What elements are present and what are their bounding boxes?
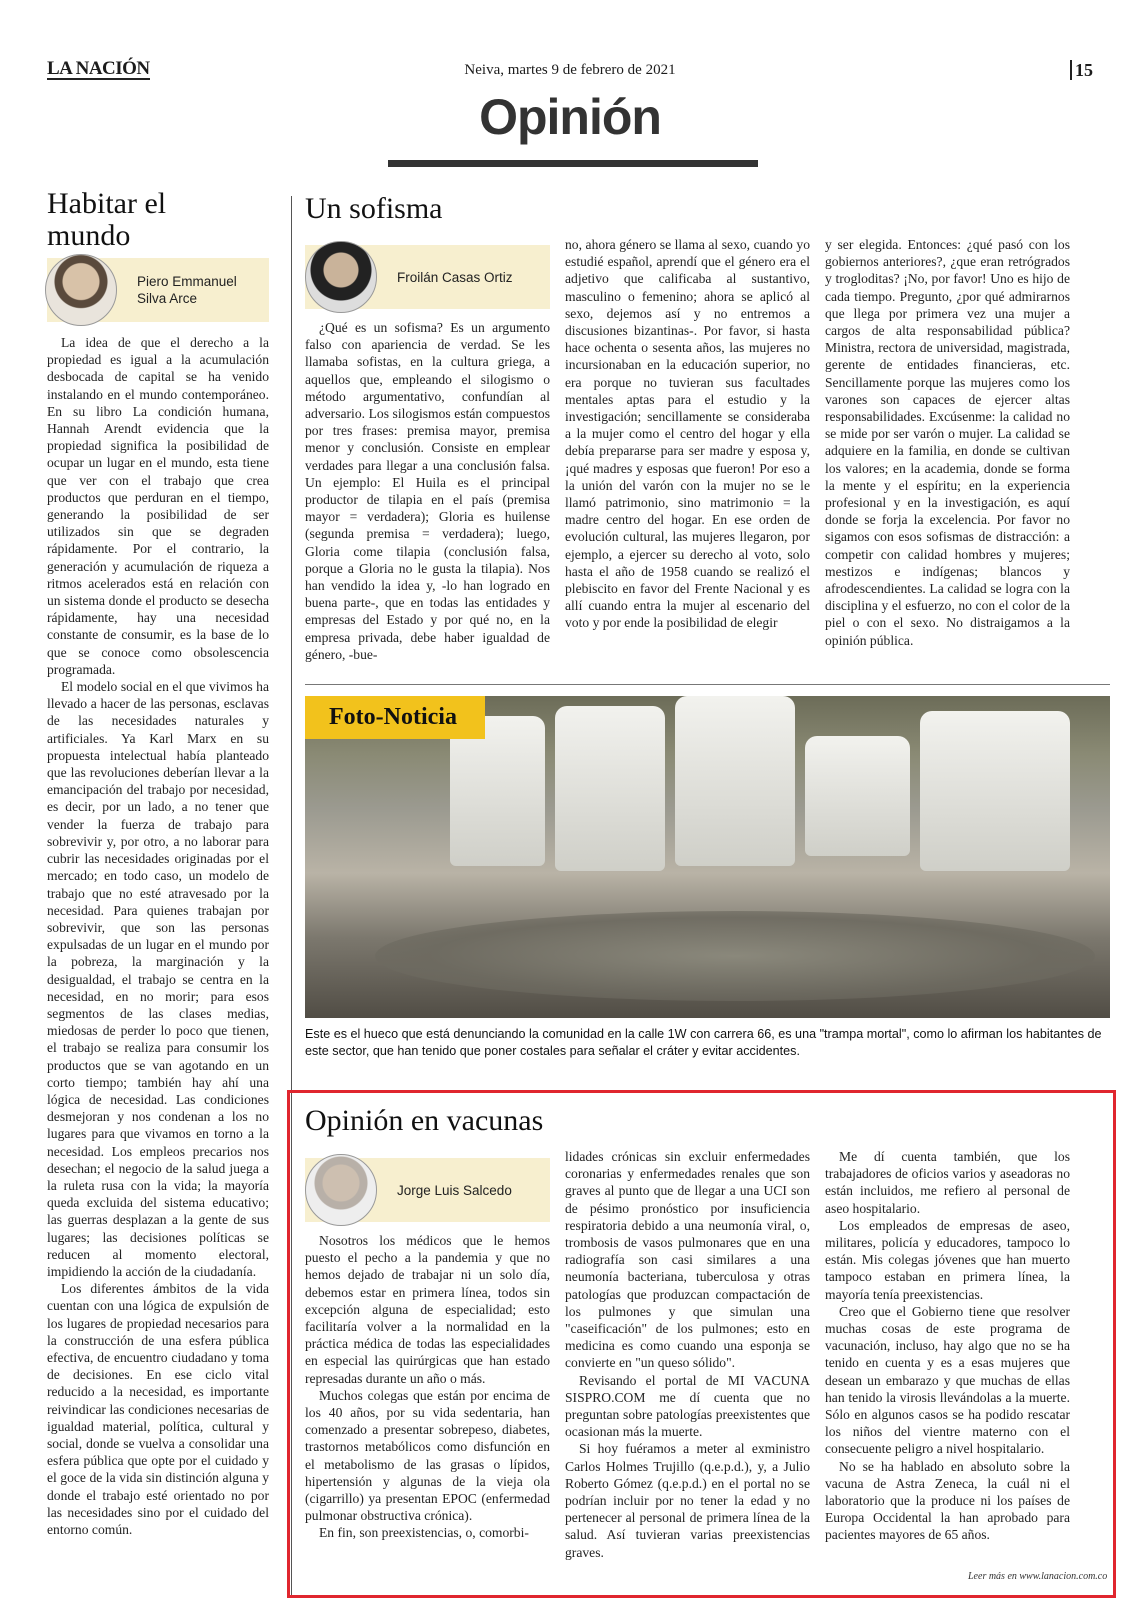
- author-name: Piero Emmanuel Silva Arce: [137, 274, 237, 306]
- sandbag: [555, 706, 665, 871]
- sandbag: [805, 736, 910, 856]
- photo-label: Foto-Noticia: [305, 696, 485, 739]
- paragraph: Si hoy fuéramos a meter al exministro Carlos Holmes Trujillo (q.e.p.d.), y, a Julio Roberto Gómez (q.e.p.d.) en el portal no se podrían incluir por no tener la edad y no pertenecer al personal de primera línea de la salud. Así tuvieran varias preexistencias graves.: [565, 1441, 810, 1560]
- article-col-vacunas-3: [825, 1148, 1070, 1544]
- author-box-sofisma: [305, 245, 550, 309]
- article-title-sofisma: Un sofisma: [305, 192, 443, 225]
- paragraph: Revisando el portal de MI VACUNA SISPRO.COM me dí cuenta que no preguntan sobre patologías preexistentes que ocasionan más la muerte.: [565, 1372, 810, 1440]
- photo-caption: Este es el hueco que está denunciando la comunidad en la calle 1W con carrera 66, es una "trampa mortal", como lo afirman los habitantes de este sector, que han tenido que poner costales para señalar el cráter y evitar accidentes.: [305, 1027, 1102, 1058]
- author-photo: [45, 254, 117, 326]
- read-more-link[interactable]: Leer más en www.lanacion.com.co: [968, 1571, 1108, 1582]
- article-col-sofisma-1: [305, 319, 550, 663]
- paragraph: ¿Qué es un sofisma? Es un argumento falso con apariencia de verdad. Se les llamaba sofistas, en la cultura griega, a aquellos que, empleando el silogismo o método argumentativo, confundían al adversario. Los silogismos están compuestos por tres frases: premisa mayor, premisa menor y conclusión. Consiste en emplear verdades para llegar a una conclusión falsa. Un ejemplo: El Huila es el principal productor de tilapia en el país (premisa mayor = verdadera); Gloria es huilense (segunda premisa = verdadera); luego, Gloria come tilapia (conclusión falsa, porque a Gloria no le gusta la tilapia). Nos han vendido la idea y, -lo han logrado en buena parte-, que en todas las entidades y empresas del Estado y por qué no, en la empresa privada, debe haber igualdad de género, -bue-: [305, 320, 550, 662]
- sandbag: [920, 711, 1070, 871]
- paragraph: y ser elegida. Entonces: ¿qué pasó con los gobiernos anteriores?, ¿que eran retrógrados y trogloditas? ¡No, por favor! Uno es hijo de cada tiempo. Pregunto, ¿por qué admirarnos que llega por primera vez una mujer a cargos de alta responsabilidad pública? Ministra, rectora de universidad, magistrada, gerente de entidades financieras, etc. Sencillamente porque las mujeres como los varones son capaces de ejercer altas responsabilidades. Excúsenme: la calidad no se mide por ser varón o mujer. La calidad se adquiere en la familia, en donde se cultivan los valores; en la academia, donde se forma la mente y el espíritu; en la experiencia profesional y en la investigación, es aquí donde se forja la excelencia. Por favor no sigamos con esos sofismas de distracción: a competir con calidad hombres y mujeres; mestizos e indígenas; blancos y afrodescendientes. La calidad se logra con la disciplina y el esfuerzo, no con el color de la piel o con el sexo. No distraigamos a la opinión pública.: [825, 237, 1070, 648]
- author-name: Froilán Casas Ortiz: [397, 269, 513, 285]
- article-col-sofisma-2: [565, 236, 810, 632]
- author-photo: [305, 241, 377, 313]
- horizontal-divider: [305, 684, 1110, 685]
- paragraph: Creo que el Gobierno tiene que resolver muchas cosas de este programa de vacunación, incluso, hay algo que no se ha tenido en cuenta y es a esas mujeres que desean un embarazo y que muchas de ellas han tenido la virosis llevándolas a la muerte. Sólo en algunos casos se ha podido rescatar los niños del vientre materno con el consecuente peligro a nivel hospitalario.: [825, 1303, 1070, 1457]
- newspaper-logo: LA NACIÓN: [47, 58, 150, 79]
- paragraph: Me dí cuenta también, que los trabajadores de oficios varios y aseadoras no están incluidos, me refiero al personal de aseo hospitalario.: [825, 1149, 1070, 1216]
- issue-date: Neiva, martes 9 de febrero de 2021: [464, 62, 676, 78]
- author-name: Jorge Luis Salcedo: [397, 1182, 512, 1198]
- paragraph: El modelo social en el que vivimos ha llevado a hacer de las personas, esclavas de las necesidades naturales y artificiales. Ya Karl Marx en su propuesta intelectual había planteado que las revoluciones deberían llevar a la emancipación del trabajo por necesidad, es decir, por un lado, a no tener que vender la fuerza de trabajo para sobrevivir y, por otro, a no laborar para cubrir las necesidades originadas por el mercado; en todo caso, un modelo de trabajo que no esté atravesado por la necesidad. Para quienes trabajan por sobrevivir, que son las personas expulsadas de un lugar en el mundo por la pobreza, la marginación y la desigualdad, el trabajo se centra en la necesidad, en no morir; para esos segmentos de las clases medias, miedosas de perder lo poco que tienen, el trabajo se realiza para consumir los productos que se van agotando en un corto tiempo; también hay ahí una lógica de necesidad. Las condiciones desmejoran y nos condenan a los no lugares para que vivamos en torno a la necesidad. Los empleos precarios nos desechan; el negocio de la salud juega a la ruleta rusa con la vida; la mayoría queda excluida del sistema educativo; las guerras desplazan a la gente de sus lugares; las decisiones políticas se reducen al momento electoral, impidiendo la acción de la ciudadanía.: [47, 679, 269, 1279]
- paragraph: Muchos colegas que están por encima de los 40 años, por su vida sedentaria, han comenzado a presentar sobrepeso, diabetes, trastornos metabólicos como disfunción en el metabolismo de las grasas o lípidos, hipertensión y algunas de la vieja ola (cigarrillo) ya presentan EPOC (enfermedad pulmonar obstructiva crónica).: [305, 1387, 550, 1524]
- article-col-vacunas-2: [565, 1148, 810, 1561]
- article-col-vacunas-1: [305, 1232, 550, 1542]
- paragraph: En fin, son preexistencias, o, comorbi-: [319, 1525, 529, 1541]
- article-col-sofisma-3: [825, 236, 1070, 649]
- paragraph: Nosotros los médicos que le hemos puesto el pecho a la pandemia y que no hemos dejado de trabajar ni un solo día, debemos estar en primera línea, todos sin excepción alguna de especialidad; esto facilitaría volver a la normalidad en la práctica médica de todas las especialidades en especial las quirúrgicas que han estado represadas durante un año o más.: [305, 1233, 550, 1386]
- paragraph: lidades crónicas sin excluir enfermedades coronarias y enfermedades renales que son graves al punto que de llegar a una UCI son de pésimo pronóstico por insuficiencia respiratoria debido a una neumonía viral, o, trombosis de vasos pulmonares que en una radiografía son casi similares a una neumonía bacteriana, tuberculosa y otras patologías que produzcan compactación de los pulmones y que simulan una "caseificación" de los pulmones; esto en medicina es como cuando una esponja se convierte en "un queso sólido".: [565, 1149, 810, 1371]
- paragraph: No se ha hablado en absoluto sobre la vacuna de Astra Zeneca, la cuál ni el laboratorio que la produce ni los países de Europa Occidental la han aprobado para pacientes mayores de 65 años.: [825, 1458, 1070, 1543]
- article-title-vacunas: Opinión en vacunas: [305, 1104, 544, 1137]
- article-body-habitar: [47, 334, 269, 1538]
- sandbag: [675, 696, 795, 866]
- paragraph: Los diferentes ámbitos de la vida cuentan con una lógica de expulsión de los lugares de propiedad necesarios para la construcción de una esfera pública efectiva, de encuentro ciudadano y toma de decisiones. En ese ciclo vital reducido a la necesidad, es importante reivindicar las condiciones necesarias de igualdad material, política, cultural y social, donde se vuelva a consolidar una esfera pública que opte por el cuidado y el goce de la vida sin distinción alguna y donde el trabajo esté orientado no por las necesidades sino por el cuidado del entorno común.: [47, 1281, 269, 1538]
- section-title: Opinión: [479, 89, 661, 145]
- paragraph: Los empleados de empresas de aseo, militares, policía y educadores, tampoco lo están. Mis colegas jóvenes que han muerto tampoco estaban en primera línea, la mayoría tenía preexistencias.: [825, 1217, 1070, 1302]
- author-box-habitar: [47, 258, 269, 322]
- paragraph: no, ahora género se llama al sexo, cuando yo estudié español, aprendí que el género era el adjetivo que calificaba al sustantivo, masculino o femenino; ahora se aplicó al sexo, dejemos así y no entremos a discusiones bizantinas-. Por favor, si hasta hace ochenta o sesenta años, las mujeres no incursionaban en la educación superior, no era porque no tuvieran sus facultades mentales aptas para el estudio y la investigación; sencillamente se consideraba a la mujer como el centro del hogar y ella debía prepararse para ser madre y esposa y, ¡qué madres y esposas que fueron! Por eso a la unión del varón con la mujer no se le llamó patrimonio, sino matrimonio = la madre centro del hogar. En ese orden de evolución cultural, las mujeres llegaron, por ejemplo, a ejercer su derecho al voto, solo hasta el año de 1958 cuando se realizó el plebiscito en favor del Frente Nacional y es allí cuando entra la mujer al escenario del voto y por ende la posibilidad de elegir: [565, 237, 810, 631]
- article-title-habitar: Habitar el mundo: [47, 187, 167, 252]
- author-box-vacunas: [305, 1158, 550, 1222]
- puddle: [375, 911, 1095, 1001]
- section-rule: [388, 160, 758, 167]
- author-photo: [305, 1154, 377, 1226]
- news-photo: [305, 696, 1110, 1018]
- page-number: 15: [1070, 60, 1093, 80]
- paragraph: La idea de que el derecho a la propiedad es igual a la acumulación desbocada de capital se ha venido instalando en el mundo contemporáneo. En su libro La condición humana, Hannah Arendt evidencia que la propiedad significa la posibilidad de ocupar un lugar en el mundo, esta tiene que ver con el trabajo que crea productos que perduran en el tiempo, generando la posibilidad de ser utilizados sin que se degraden rápidamente. Por el contrario, la generación y acumulación de riqueza a ritmos acelerados está en relación con un sistema donde el producto se desecha rápidamente, hay una necesidad constante de consumir, es la base de lo que se conoce como obsolescencia programada.: [47, 335, 269, 677]
